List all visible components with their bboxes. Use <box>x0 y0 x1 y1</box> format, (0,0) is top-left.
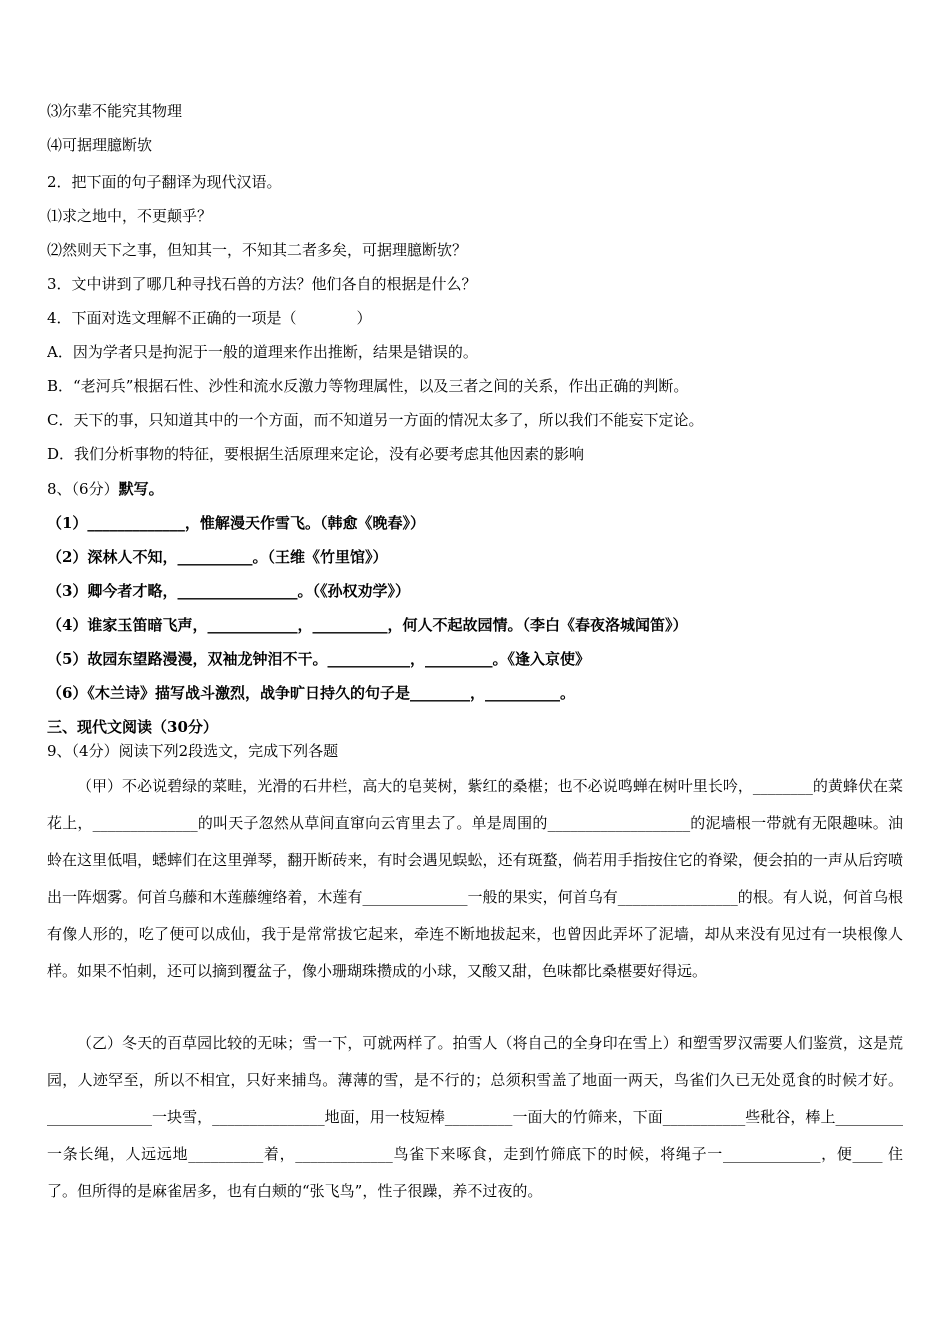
passage-yi-text: （乙）冬天的百草园比较的无味；雪一下，可就两样了。拍雪人（将自己的全身印在雪上）和塑雪罗汉需要人们鉴赏，这是荒园，人迹罕至，所以不相宜，只好来捕鸟。薄薄的雪，是不行的；总须积雪盖了地面一两天，鸟雀们久已无处觅食的时候才好。______________一块雪，_______________地面，用一枝短棒_________一面大的竹筛来，下面___________些秕谷，棒上_________一条长绳，人远远地__________着，_____________鸟雀下来啄食，走到竹筛底下的时候，将绳子一_____________，便____ 住了。但所得的是麻雀居多，也有白颊的“张飞鸟”，性子很躁，养不过夜的。 <box>47 1034 903 1200</box>
q9-title: 9、（4分）阅读下列2段选文，完成下列各题 <box>47 742 339 760</box>
q8-title-prefix: 8、（6分） <box>47 480 119 498</box>
passage-jia-text: （甲）不必说碧绿的菜畦，光滑的石井栏，高大的皂荚树，紫红的桑椹；也不必说鸣蝉在树叶里长吟，________的黄蜂伏在菜花上，______________的叫天子忽然从草间直窜向云宵里去了。单是周围的___________________的泥墙根一带就有无限趣味。油蛉在这里低唱，蟋蟀们在这里弹琴，翻开断砖来，有时会遇见蜈蚣，还有斑蝥，倘若用手指按住它的脊梁，便会拍的一声从后窍喷出一阵烟雾。何首乌藤和木莲藤缠络着，木莲有______________一般的果实，何首乌有________________的根。有人说，何首乌根有像人形的，吃了便可以成仙，我于是常常拔它起来，牵连不断地拔起来，也曾因此弄坏了泥墙，却从来没有见过有一块根像人样。如果不怕刺，还可以摘到覆盆子，像小珊瑚珠攒成的小球，又酸又甜，色味都比桑椹要好得远。 <box>47 777 903 980</box>
passage-jia <box>47 768 903 990</box>
q4-option-b: B．“老河兵”根据石性、沙性和流水反激力等物理属性，以及三者之间的关系，作出正确的判断。 <box>47 377 689 395</box>
q8-title-bold: 默写。 <box>118 480 164 498</box>
q2-item-2: ⑵然则天下之事，但知其一，不知其二者多矣，可据理臆断欤？ <box>47 241 468 259</box>
q2-item-1: ⑴求之地中，不更颠乎？ <box>47 207 213 225</box>
q8-item-4: （4）谁家玉笛暗飞声，____________，__________，何人不起故园情。（李白《春夜洛城闻笛》） <box>47 616 688 634</box>
q4-title: 4．下面对选文理解不正确的一项是（ ） <box>47 309 372 327</box>
q4-option-c: C．天下的事，只知道其中的一个方面，而不知道另一方面的情况太多了，所以我们不能妄下定论。 <box>47 411 704 429</box>
q8-item-2: （2）深林人不知，__________。（王维《竹里馆》） <box>47 548 388 566</box>
q2-title: 2．把下面的句子翻译为现代汉语。 <box>47 173 282 191</box>
q4-option-a: A．因为学者只是拘泥于一般的道理来作出推断，结果是错误的。 <box>47 343 478 361</box>
q8-item-1: （1）_____________，惟解漫天作雪飞。（韩愈《晚春》） <box>47 514 425 532</box>
q8-item-3: （3）卿今者才略，________________。（《孙权劝学》） <box>47 582 410 600</box>
q7-item-3: ⑶尔辈不能究其物理 <box>47 102 183 120</box>
q3-text: 3．文中讲到了哪几种寻找石兽的方法？他们各自的根据是什么？ <box>47 275 477 293</box>
passage-yi <box>47 1025 903 1210</box>
q8-item-6: （6）《木兰诗》描写战斗激烈，战争旷日持久的句子是________，__________。 <box>47 684 575 702</box>
q7-item-4: ⑷可据理臆断欤 <box>47 136 153 154</box>
q8-item-5: （5）故园东望路漫漫，双袖龙钟泪不干。___________，_________。《逢入京使》 <box>47 650 590 668</box>
q8-title <box>47 479 907 499</box>
section-3-heading: 三、现代文阅读（30分） <box>47 718 218 736</box>
q4-option-d: D．我们分析事物的特征，要根据生活原理来定论，没有必要考虑其他因素的影响 <box>47 445 585 463</box>
